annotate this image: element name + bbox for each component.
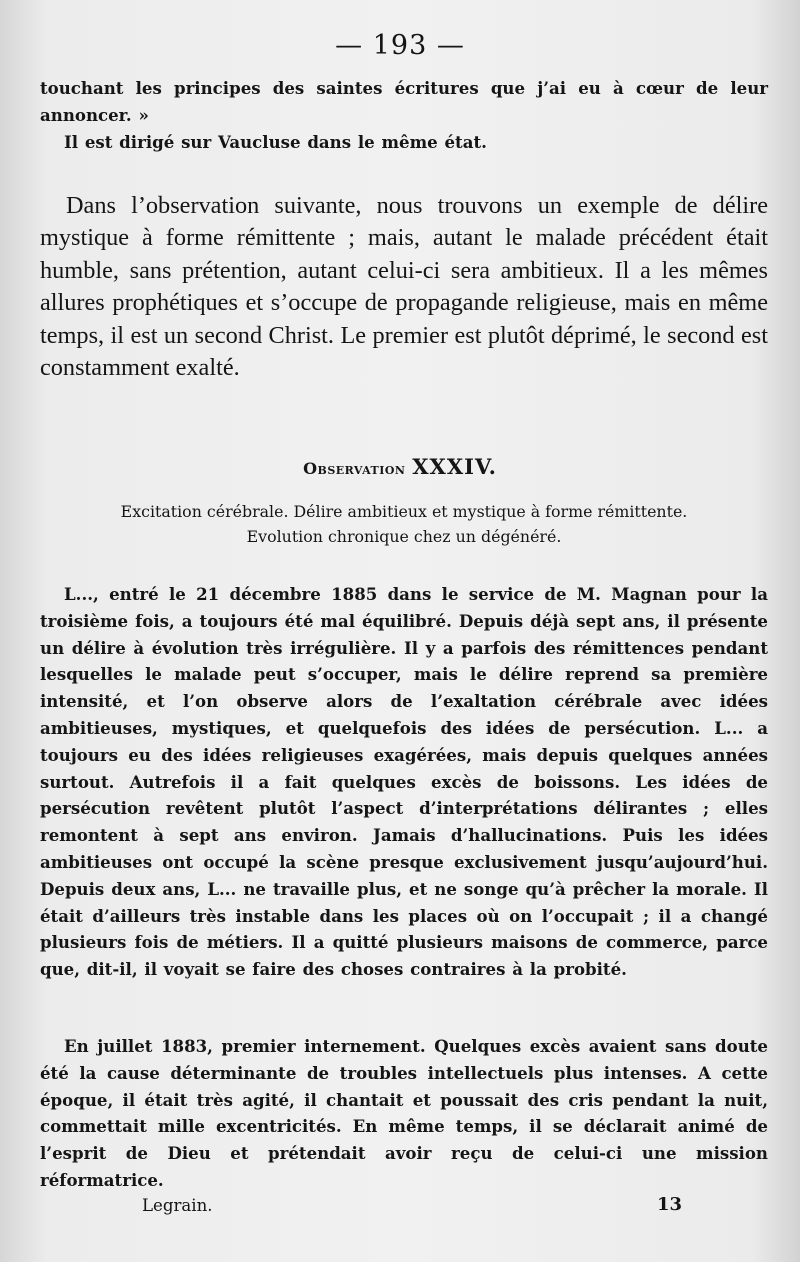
footer-author: Legrain. bbox=[142, 1196, 213, 1215]
observation-heading bbox=[0, 454, 800, 479]
summary-line-2: Evolution chronique chez un dégénéré. bbox=[246, 526, 562, 546]
paragraph-introduction: Dans l’observation suivante, nous trouvons un exemple de délire mystique à forme rémittente ; mais, autant le malade précédent était humble, sans prétention, autant celui-ci sera ambitieux. Il a les mêmes allures prophétiques et s’occupe de propagande religieuse, mais en même temps, il est un second Christ. Le premier est plutôt déprimé, le second est constamment exalté. bbox=[40, 192, 768, 382]
paragraph-case-history: L..., entré le 21 décembre 1885 dans le service de M. Magnan pour la troisième fois, a toujours été mal équilibré. Depuis déjà sept ans, il présente un délire à évolution très irrégulière. Il y a parfois des rémittences pendant lesquelles le malade peut s’occuper, mais le délire reprend sa première intensité, et l’on observe alors de l’exaltation cérébrale avec idées ambitieuses, mystiques, et quelquefois des idées de persécution. L... a toujours eu des idées religieuses exagérées, mais depuis quelques années surtout. Autrefois il a fait quelques excès de boissons. Les idées de persécution revêtent plutôt l’aspect d’interprétations délirantes ; elles remontent à sept ans environ. Jamais d’hallucinations. Puis les idées ambitieuses ont occupé la scène presque exclusivement jusqu’aujourd’hui. Depuis deux ans, L... ne travaille plus, et ne songe qu’à prêcher la morale. Il était d’ailleurs très instable dans les places où on l’occupait ; il a changé plusieurs fois de métiers. Il a quitté plusieurs maisons de commerce, parce que, dit-il, il voyait se faire des choses contraires à la probité. bbox=[40, 584, 768, 980]
observation-number: XXXIV. bbox=[412, 454, 497, 479]
summary-line-1: Excitation cérébrale. Délire ambitieux et mystique à forme rémittente. bbox=[120, 502, 688, 521]
paragraph-transfer: Il est dirigé sur Vaucluse dans le même état. bbox=[64, 132, 487, 152]
footer-signature: 13 bbox=[657, 1194, 683, 1215]
paragraph-continuation: touchant les principes des saintes écritures que j’ai eu à cœur de leur annoncer. » bbox=[40, 78, 768, 125]
observation-label: Observation bbox=[303, 459, 406, 478]
observation-summary bbox=[40, 500, 768, 549]
paragraph-first-internment: En juillet 1883, premier internement. Quelques excès avaient sans doute été la cause déterminante de troubles intellectuels plus intenses. A cette époque, il était très agité, il chantait et poussait des cris pendant la nuit, commettait mille excentricités. En même temps, il se déclarait animé de l’esprit de Dieu et prétendait avoir reçu de celui-ci une mission réformatrice. bbox=[40, 1036, 768, 1190]
page-number: — 193 — bbox=[335, 30, 465, 61]
